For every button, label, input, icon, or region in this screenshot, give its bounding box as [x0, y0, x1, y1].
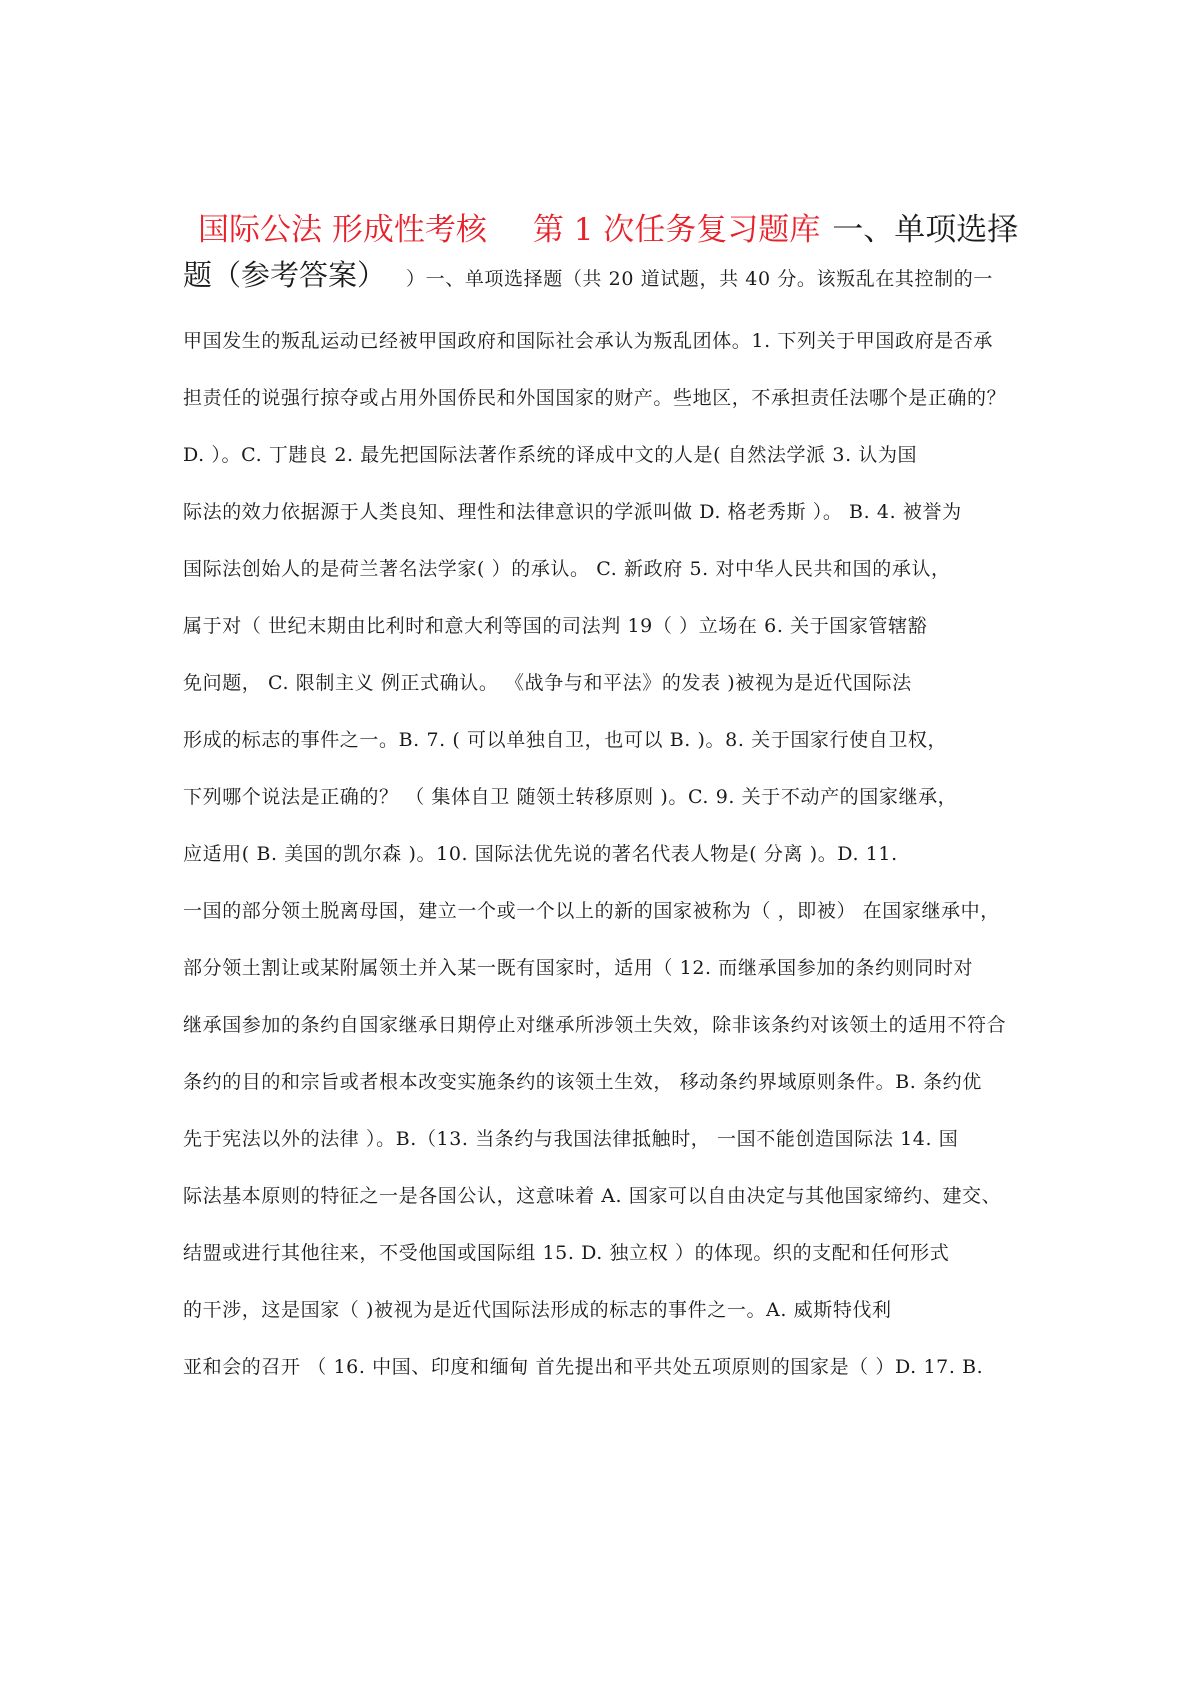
text-line: 应适用( B. 美国的凯尔森 )。10. 国际法优先说的著名代表人物是( 分离 )。D. 11.: [183, 843, 898, 865]
text-line: 甲国发生的叛乱运动已经被甲国政府和国际社会承认为叛乱团体。1. 下列关于甲国政府是否承: [183, 330, 993, 352]
text-line: 担责任的说强行掠夺或占用外国侨民和外国国家的财产。些地区，不承担责任法哪个是正确的？: [183, 387, 1007, 409]
text-line: 先于宪法以外的法律 ）。B.（13. 当条约与我国法律抵触时， 一国不能创造国际法 14. 国: [183, 1128, 959, 1150]
text-segment: ）一、单项选择题（共 20 道试题，共 40 分。该叛乱在其控制的一: [406, 268, 993, 290]
text-line: D. ）。C. 丁韪良 2. 最先把国际法著作系统的译成中文的人是( 自然法学派 3. 认为国: [183, 444, 918, 466]
text-line: 免问题， C. 限制主义 例正式确认。 《战争与和平法》的发表 )被视为是近代国际法: [183, 672, 912, 694]
text-line: 条约的目的和宗旨或者根本改变实施条约的该领土生效， 移动条约界域原则条件。B. 条约优: [183, 1071, 982, 1093]
text-line: 一国的部分领土脱离母国，建立一个或一个以上的新的国家被称为（ ，即被） 在国家继承中，: [183, 900, 1000, 922]
text-line: 际法的效力依据源于人类良知、理性和法律意识的学派叫做 D. 格老秀斯 ）。 B. 4. 被誉为: [183, 501, 962, 523]
text-line: 继承国参加的条约自国家继承日期停止对继承所涉领土失效，除非该条约对该领土的适用不符合: [183, 1014, 1007, 1036]
text-line: 属于对（ 世纪末期由比利时和意大利等国的司法判 19（ ）立场在 6. 关于国家管辖豁: [183, 615, 928, 637]
text-line: 国际法创始人的是荷兰著名法学家( ）的承认。 C. 新政府 5. 对中华人民共和国的承认，: [183, 558, 951, 580]
text-line: 形成的标志的事件之一。B. 7. ( 可以单独自卫，也可以 B. )。8. 关于国家行使自卫权，: [183, 729, 948, 751]
text-line: 结盟或进行其他往来，不受他国或国际组 15. D. 独立权 ）的体现。织的支配和任何形式: [183, 1242, 950, 1264]
text-line: [183, 258, 1013, 292]
title-section-name: 一、单项选择: [832, 212, 1019, 248]
text-line: 的干涉，这是国家（ )被视为是近代国际法形成的标志的事件之一。A. 威斯特伐利: [183, 1299, 892, 1321]
text-line: 下列哪个说法是正确的？ （ 集体自卫 随领土转移原则 )。C. 9. 关于不动产的国家继承，: [183, 786, 958, 808]
text-line: 亚和会的召开 （ 16. 中国、印度和缅甸 首先提出和平共处五项原则的国家是（ ）D. 17. B.: [183, 1356, 984, 1378]
title-course-name: 国际公法 形成性考核: [198, 212, 487, 248]
title-task-name: 第 1 次任务复习题库: [532, 212, 821, 248]
text-line: 部分领土割让或某附属领土并入某一既有国家时，适用（ 12. 而继承国参加的条约则同时对: [183, 957, 974, 979]
title-continuation: 题（参考答案）: [183, 258, 387, 292]
text-line: 际法基本原则的特征之一是各国公认，这意味着 A. 国家可以自由决定与其他国家缔约、建交、: [183, 1185, 1002, 1207]
document-title: [198, 210, 1028, 250]
